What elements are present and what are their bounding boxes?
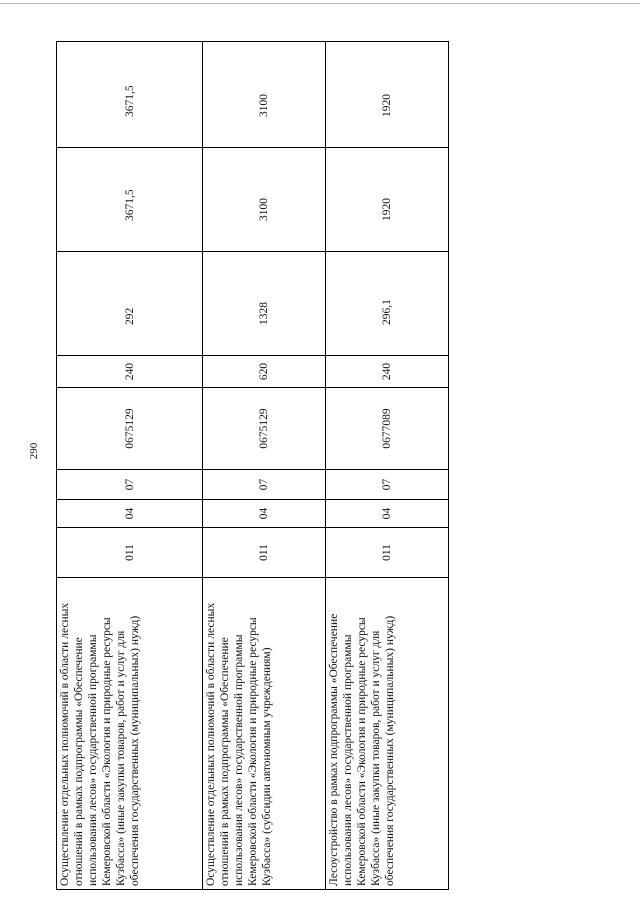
ministry-code-cell: 011 xyxy=(203,528,326,578)
expense-type-cell: 240 xyxy=(57,356,203,388)
row-description: Осуществление отдельных полномочий в области лесных отношений в рамках подпрограммы «Обеспечение использования лесов» государственной программы Кемеровской области «Экология и природные ресурсы Кузбасса» (субсидии автономным учреждениям) xyxy=(203,578,326,890)
subsection-cell: 07 xyxy=(326,470,449,500)
page-number: 290 xyxy=(28,442,40,460)
target-article-cell: 0677089 xyxy=(326,388,449,470)
row-description: Лесоустройство в рамках подпрограммы «Обеспечение использования лесов» государственной программы Кемеровской области «Экология и природные ресурсы Кузбасса» (иные закупки товаров, работ и услуг для обеспечения государственных (муниципальных) нужд) xyxy=(326,578,449,890)
amount-cell-2: 3671,5 xyxy=(57,148,203,252)
budget-table xyxy=(56,41,449,890)
row-description: Осуществление отдельных полномочий в области лесных отношений в рамках подпрограммы «Обеспечение использования лесов» государственной программы Кемеровской области «Экология и природные ресурсы Кузбасса» (иные закупки товаров, работ и услуг для обеспечения государственных (муниципальных) нужд) xyxy=(57,578,203,890)
target-article-cell: 0675129 xyxy=(203,388,326,470)
section-cell: 04 xyxy=(203,500,326,528)
amount-cell-1: 1328 xyxy=(203,252,326,356)
table-row xyxy=(203,42,326,890)
expense-type-cell: 240 xyxy=(326,356,449,388)
page-top-rule xyxy=(0,3,640,4)
amount-cell-3: 1920 xyxy=(326,42,449,148)
ministry-code-cell: 011 xyxy=(57,528,203,578)
amount-cell-1: 296,1 xyxy=(326,252,449,356)
table-row xyxy=(57,42,203,890)
amount-cell-3: 3671,5 xyxy=(57,42,203,148)
amount-cell-3: 3100 xyxy=(203,42,326,148)
section-cell: 04 xyxy=(326,500,449,528)
target-article-cell: 0675129 xyxy=(57,388,203,470)
ministry-code-cell: 011 xyxy=(326,528,449,578)
amount-cell-1: 292 xyxy=(57,252,203,356)
amount-cell-2: 3100 xyxy=(203,148,326,252)
table-row xyxy=(326,42,449,890)
subsection-cell: 07 xyxy=(203,470,326,500)
subsection-cell: 07 xyxy=(57,470,203,500)
expense-type-cell: 620 xyxy=(203,356,326,388)
amount-cell-2: 1920 xyxy=(326,148,449,252)
rotated-table-wrapper xyxy=(56,42,449,890)
section-cell: 04 xyxy=(57,500,203,528)
